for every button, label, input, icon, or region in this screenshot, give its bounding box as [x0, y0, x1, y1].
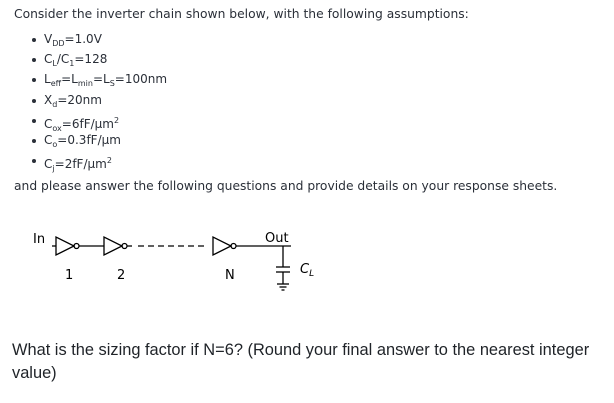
- assumption-cl-c1: $C_L/C_1=128$: [44, 51, 167, 71]
- instructions-text: and please answer the following questions and provide details on your response sheets.: [14, 179, 558, 193]
- assumption-co: $C_o=0.3fF/\mu m$: [44, 132, 167, 152]
- assumption-length: $L_{eff}=L_{min}=L_S=100nm$: [44, 71, 167, 91]
- output-label: Out: [265, 231, 289, 246]
- inverter-1-symbol: [56, 237, 74, 255]
- question-text: What is the sizing factor if N=6? (Round your final answer to the nearest integer value): [12, 341, 590, 382]
- inverter-2-symbol: [104, 237, 122, 255]
- inverter-n-symbol: [213, 237, 231, 255]
- stage-label-n: N: [225, 268, 235, 283]
- assumption-cox: $C_{ox}=6fF/\mu m^2$: [44, 112, 167, 132]
- input-label: In: [33, 232, 46, 247]
- assumption-xd: $X_d=20nm$: [44, 92, 167, 112]
- load-cap-label: $C_L$: [300, 262, 315, 279]
- stage-label-1: 1: [65, 268, 74, 283]
- stage-label-2: 2: [117, 268, 126, 283]
- assumption-cj: $C_j=2fF/\mu m^2$: [44, 152, 167, 172]
- assumption-vdd: $V_{DD}=1.0V$: [44, 31, 167, 51]
- intro-text: Consider the inverter chain shown below, with the following assumptions:: [14, 7, 469, 21]
